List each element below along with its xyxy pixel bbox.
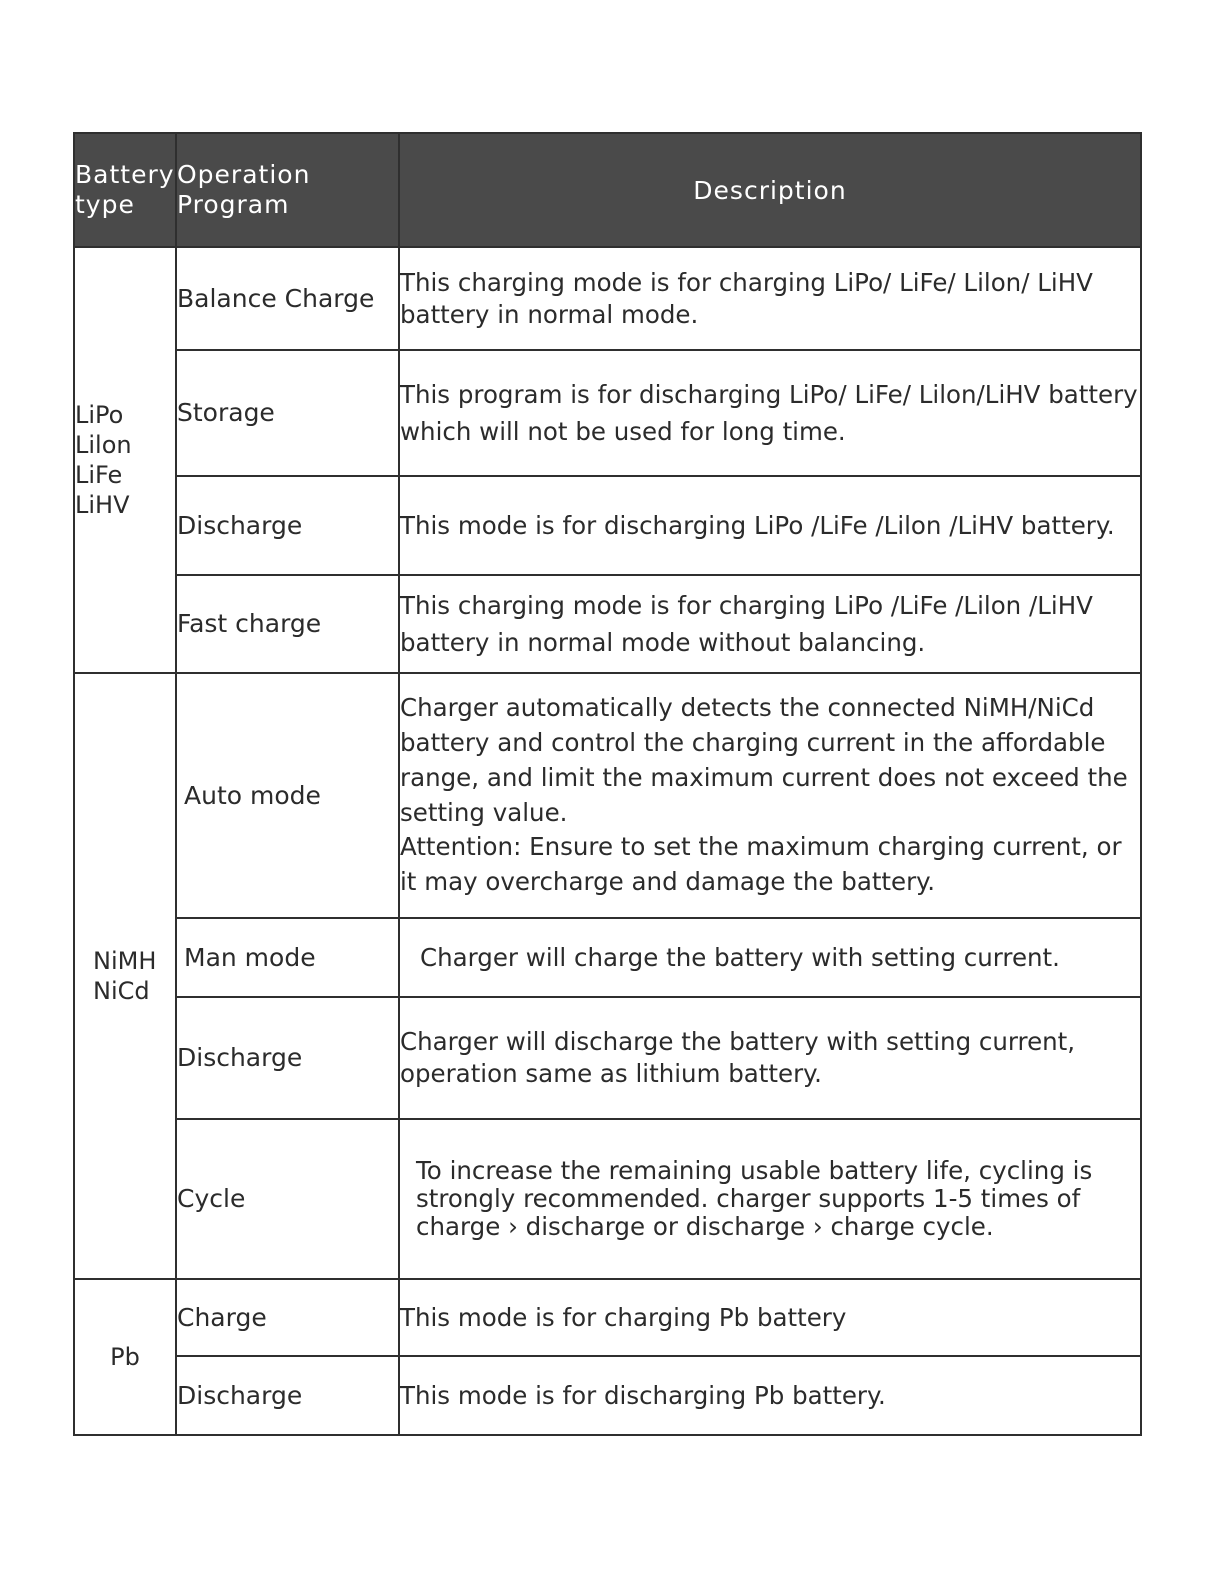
description-cell: This mode is for discharging Pb battery. — [399, 1356, 1141, 1435]
program-cell: Storage — [176, 350, 399, 476]
program-cell: Balance Charge — [176, 247, 399, 350]
program-cell: Cycle — [176, 1119, 399, 1279]
description-cell: To increase the remaining usable battery life, cycling is strongly recommended. charger supports 1-5 times of charge › discharge or discharge › charge cycle. — [399, 1119, 1141, 1279]
table-row — [74, 476, 1141, 575]
table-row — [74, 1119, 1141, 1279]
description-cell: Charger automatically detects the connected NiMH/NiCd battery and control the charging current in the affordable range, and limit the maximum current does not exceed the setting value. Attention: Ensure to set the maximum charging current, or it may overcharge and damage the battery. — [399, 673, 1141, 918]
description-cell: This charging mode is for charging LiPo /LiFe /Lilon /LiHV battery in normal mode without balancing. — [399, 575, 1141, 673]
program-cell: Man mode — [176, 918, 399, 997]
header-battery-type: Battery type — [74, 133, 176, 247]
program-cell: Fast charge — [176, 575, 399, 673]
table-row — [74, 247, 1141, 350]
description-cell: This program is for discharging LiPo/ LiFe/ Lilon/LiHV battery which will not be used for long time. — [399, 350, 1141, 476]
program-cell: Auto mode — [176, 673, 399, 918]
header-row — [74, 133, 1141, 247]
description-cell: Charger will charge the battery with setting current. — [399, 918, 1141, 997]
description-cell: Charger will discharge the battery with setting current, operation same as lithium battery. — [399, 997, 1141, 1119]
table-row — [74, 1279, 1141, 1356]
battery-type-pb: Pb — [74, 1279, 176, 1435]
table-row — [74, 997, 1141, 1119]
description-cell: This charging mode is for charging LiPo/ LiFe/ Lilon/ LiHV battery in normal mode. — [399, 247, 1141, 350]
program-cell: Discharge — [176, 476, 399, 575]
table-row — [74, 575, 1141, 673]
battery-type-nickel: NiMH NiCd — [74, 673, 176, 1279]
program-cell: Discharge — [176, 1356, 399, 1435]
description-cell: This mode is for charging Pb battery — [399, 1279, 1141, 1356]
description-cell: This mode is for discharging LiPo /LiFe /Lilon /LiHV battery. — [399, 476, 1141, 575]
program-cell: Charge — [176, 1279, 399, 1356]
table-row — [74, 1356, 1141, 1435]
battery-type-lithium: LiPo Lilon LiFe LiHV — [74, 247, 176, 673]
header-description: Description — [399, 133, 1141, 247]
table-row — [74, 350, 1141, 476]
table-row — [74, 673, 1141, 918]
program-cell: Discharge — [176, 997, 399, 1119]
battery-operation-table — [73, 132, 1142, 1436]
header-operation-program: Operation Program — [176, 133, 399, 247]
table-row — [74, 918, 1141, 997]
